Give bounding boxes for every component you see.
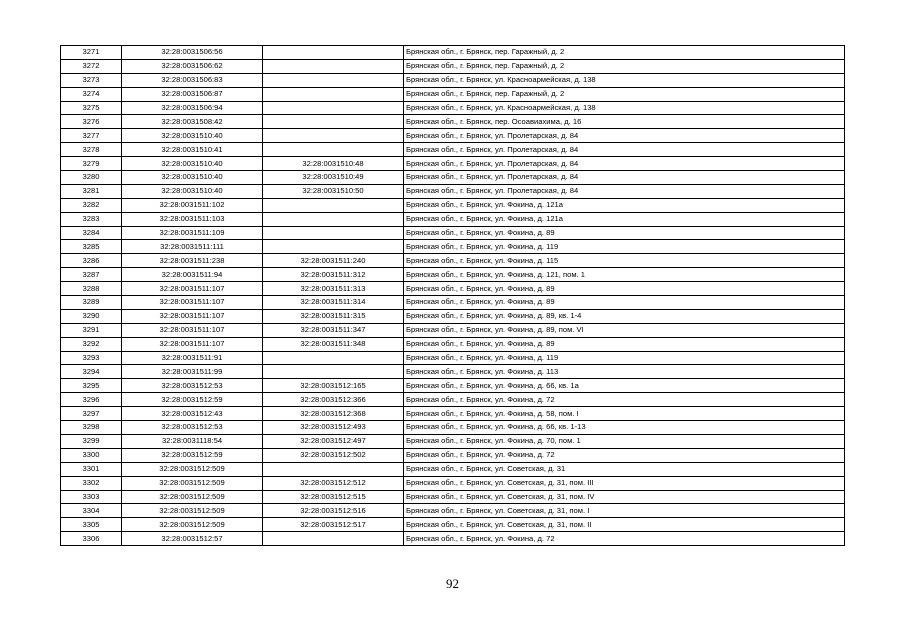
related-cadastral-number-cell bbox=[263, 143, 404, 157]
row-number-cell: 3273 bbox=[61, 73, 122, 87]
address-cell: Брянская обл., г. Брянск, ул. Пролетарская, д. 84 bbox=[404, 171, 845, 185]
cadastral-number-cell: 32:28:0031511:238 bbox=[122, 254, 263, 268]
table-row bbox=[61, 101, 845, 115]
cadastral-number-cell: 32:28:0031512:509 bbox=[122, 462, 263, 476]
table-row bbox=[61, 504, 845, 518]
related-cadastral-number-cell: 32:28:0031511:312 bbox=[263, 268, 404, 282]
cadastral-number-cell: 32:28:0031506:83 bbox=[122, 73, 263, 87]
row-number-cell: 3271 bbox=[61, 46, 122, 60]
table-row bbox=[61, 198, 845, 212]
table-row bbox=[61, 143, 845, 157]
address-cell: Брянская обл., г. Брянск, ул. Пролетарская, д. 84 bbox=[404, 143, 845, 157]
page-number: 92 bbox=[446, 576, 459, 591]
cadastral-number-cell: 32:28:0031510:40 bbox=[122, 157, 263, 171]
address-cell: Брянская обл., г. Брянск, ул. Фокина, д. 113 bbox=[404, 365, 845, 379]
address-cell: Брянская обл., г. Брянск, ул. Фокина, д. 58, пом. I bbox=[404, 407, 845, 421]
row-number-cell: 3294 bbox=[61, 365, 122, 379]
related-cadastral-number-cell: 32:28:0031512:516 bbox=[263, 504, 404, 518]
table-row bbox=[61, 323, 845, 337]
table-row bbox=[61, 351, 845, 365]
table-row bbox=[61, 421, 845, 435]
address-cell: Брянская обл., г. Брянск, ул. Советская, д. 31, пом. I bbox=[404, 504, 845, 518]
cadastral-number-cell: 32:28:0031511:107 bbox=[122, 296, 263, 310]
row-number-cell: 3282 bbox=[61, 198, 122, 212]
cadastral-number-cell: 32:28:0031508:42 bbox=[122, 115, 263, 129]
table-row bbox=[61, 254, 845, 268]
table-row bbox=[61, 462, 845, 476]
table-row bbox=[61, 212, 845, 226]
cadastral-number-cell: 32:28:0031512:53 bbox=[122, 421, 263, 435]
address-cell: Брянская обл., г. Брянск, ул. Советская, д. 31, пом. III bbox=[404, 476, 845, 490]
address-cell: Брянская обл., г. Брянск, ул. Фокина, д. 89 bbox=[404, 296, 845, 310]
row-number-cell: 3279 bbox=[61, 157, 122, 171]
row-number-cell: 3295 bbox=[61, 379, 122, 393]
related-cadastral-number-cell: 32:28:0031511:347 bbox=[263, 323, 404, 337]
table-row bbox=[61, 129, 845, 143]
related-cadastral-number-cell bbox=[263, 129, 404, 143]
related-cadastral-number-cell bbox=[263, 59, 404, 73]
table-row bbox=[61, 282, 845, 296]
cadastral-number-cell: 32:28:0031512:53 bbox=[122, 379, 263, 393]
cadastral-number-cell: 32:28:0031511:99 bbox=[122, 365, 263, 379]
related-cadastral-number-cell: 32:28:0031512:493 bbox=[263, 421, 404, 435]
related-cadastral-number-cell: 32:28:0031512:165 bbox=[263, 379, 404, 393]
related-cadastral-number-cell bbox=[263, 226, 404, 240]
row-number-cell: 3305 bbox=[61, 518, 122, 532]
row-number-cell: 3288 bbox=[61, 282, 122, 296]
address-cell: Брянская обл., г. Брянск, ул. Фокина, д. 89 bbox=[404, 337, 845, 351]
address-cell: Брянская обл., г. Брянск, ул. Фокина, д. 121а bbox=[404, 198, 845, 212]
row-number-cell: 3278 bbox=[61, 143, 122, 157]
table-row bbox=[61, 407, 845, 421]
cadastral-number-cell: 32:28:0031512:509 bbox=[122, 504, 263, 518]
related-cadastral-number-cell: 32:28:0031512:512 bbox=[263, 476, 404, 490]
cadastral-number-cell: 32:28:0031511:102 bbox=[122, 198, 263, 212]
table-row bbox=[61, 46, 845, 60]
cadastral-number-cell: 32:28:0031512:57 bbox=[122, 532, 263, 546]
row-number-cell: 3296 bbox=[61, 393, 122, 407]
table-row bbox=[61, 518, 845, 532]
table-row bbox=[61, 268, 845, 282]
row-number-cell: 3276 bbox=[61, 115, 122, 129]
cadastral-number-cell: 32:28:0031511:107 bbox=[122, 323, 263, 337]
cadastral-number-cell: 32:28:0031510:40 bbox=[122, 171, 263, 185]
address-cell: Брянская обл., г. Брянск, ул. Фокина, д. 89 bbox=[404, 282, 845, 296]
row-number-cell: 3290 bbox=[61, 309, 122, 323]
row-number-cell: 3283 bbox=[61, 212, 122, 226]
table-row bbox=[61, 434, 845, 448]
related-cadastral-number-cell bbox=[263, 198, 404, 212]
table-row bbox=[61, 490, 845, 504]
related-cadastral-number-cell: 32:28:0031510:48 bbox=[263, 157, 404, 171]
row-number-cell: 3274 bbox=[61, 87, 122, 101]
row-number-cell: 3303 bbox=[61, 490, 122, 504]
row-number-cell: 3280 bbox=[61, 171, 122, 185]
cadastral-number-cell: 32:28:0031511:107 bbox=[122, 282, 263, 296]
related-cadastral-number-cell bbox=[263, 101, 404, 115]
row-number-cell: 3299 bbox=[61, 434, 122, 448]
related-cadastral-number-cell bbox=[263, 115, 404, 129]
row-number-cell: 3286 bbox=[61, 254, 122, 268]
related-cadastral-number-cell bbox=[263, 87, 404, 101]
address-cell: Брянская обл., г. Брянск, ул. Фокина, д. 70, пом. 1 bbox=[404, 434, 845, 448]
row-number-cell: 3291 bbox=[61, 323, 122, 337]
table-row bbox=[61, 157, 845, 171]
table-row bbox=[61, 184, 845, 198]
table-row bbox=[61, 87, 845, 101]
table-row bbox=[61, 296, 845, 310]
address-cell: Брянская обл., г. Брянск, ул. Фокина, д. 119 bbox=[404, 240, 845, 254]
table-row bbox=[61, 337, 845, 351]
address-cell: Брянская обл., г. Брянск, ул. Советская, д. 31, пом. IV bbox=[404, 490, 845, 504]
cadastral-number-cell: 32:28:0031506:94 bbox=[122, 101, 263, 115]
row-number-cell: 3289 bbox=[61, 296, 122, 310]
cadastral-number-cell: 32:28:0031512:59 bbox=[122, 448, 263, 462]
address-cell: Брянская обл., г. Брянск, пер. Осоавиахима, д. 16 bbox=[404, 115, 845, 129]
cadastral-number-cell: 32:28:0031506:56 bbox=[122, 46, 263, 60]
related-cadastral-number-cell: 32:28:0031511:314 bbox=[263, 296, 404, 310]
address-cell: Брянская обл., г. Брянск, ул. Фокина, д. 72 bbox=[404, 393, 845, 407]
cadastral-number-cell: 32:28:0031512:509 bbox=[122, 490, 263, 504]
table-row bbox=[61, 115, 845, 129]
related-cadastral-number-cell: 32:28:0031512:517 bbox=[263, 518, 404, 532]
address-cell: Брянская обл., г. Брянск, ул. Пролетарская, д. 84 bbox=[404, 129, 845, 143]
cadastral-number-cell: 32:28:0031512:509 bbox=[122, 518, 263, 532]
related-cadastral-number-cell: 32:28:0031512:515 bbox=[263, 490, 404, 504]
row-number-cell: 3281 bbox=[61, 184, 122, 198]
related-cadastral-number-cell: 32:28:0031512:366 bbox=[263, 393, 404, 407]
address-cell: Брянская обл., г. Брянск, ул. Советская, д. 31, пом. II bbox=[404, 518, 845, 532]
cadastral-number-cell: 32:28:0031506:62 bbox=[122, 59, 263, 73]
related-cadastral-number-cell bbox=[263, 240, 404, 254]
cadastral-number-cell: 32:28:0031511:94 bbox=[122, 268, 263, 282]
cadastral-number-cell: 32:28:0031506:87 bbox=[122, 87, 263, 101]
address-cell: Брянская обл., г. Брянск, ул. Фокина, д. 115 bbox=[404, 254, 845, 268]
related-cadastral-number-cell bbox=[263, 351, 404, 365]
table-row bbox=[61, 240, 845, 254]
address-cell: Брянская обл., г. Брянск, ул. Фокина, д. 121а bbox=[404, 212, 845, 226]
address-cell: Брянская обл., г. Брянск, ул. Пролетарская, д. 84 bbox=[404, 184, 845, 198]
cadastral-number-cell: 32:28:0031118:54 bbox=[122, 434, 263, 448]
related-cadastral-number-cell: 32:28:0031512:497 bbox=[263, 434, 404, 448]
records-table-body bbox=[61, 46, 845, 546]
row-number-cell: 3284 bbox=[61, 226, 122, 240]
related-cadastral-number-cell: 32:28:0031510:50 bbox=[263, 184, 404, 198]
row-number-cell: 3301 bbox=[61, 462, 122, 476]
row-number-cell: 3272 bbox=[61, 59, 122, 73]
address-cell: Брянская обл., г. Брянск, ул. Фокина, д. 72 bbox=[404, 532, 845, 546]
address-cell: Брянская обл., г. Брянск, ул. Красноармейская, д. 138 bbox=[404, 101, 845, 115]
cadastral-number-cell: 32:28:0031511:103 bbox=[122, 212, 263, 226]
row-number-cell: 3287 bbox=[61, 268, 122, 282]
table-row bbox=[61, 532, 845, 546]
related-cadastral-number-cell bbox=[263, 46, 404, 60]
related-cadastral-number-cell: 32:28:0031511:348 bbox=[263, 337, 404, 351]
table-row bbox=[61, 73, 845, 87]
related-cadastral-number-cell: 32:28:0031511:313 bbox=[263, 282, 404, 296]
related-cadastral-number-cell: 32:28:0031512:368 bbox=[263, 407, 404, 421]
related-cadastral-number-cell: 32:28:0031511:240 bbox=[263, 254, 404, 268]
related-cadastral-number-cell: 32:28:0031510:49 bbox=[263, 171, 404, 185]
row-number-cell: 3292 bbox=[61, 337, 122, 351]
cadastral-number-cell: 32:28:0031511:111 bbox=[122, 240, 263, 254]
address-cell: Брянская обл., г. Брянск, ул. Фокина, д. 119 bbox=[404, 351, 845, 365]
address-cell: Брянская обл., г. Брянск, пер. Гаражный, д. 2 bbox=[404, 87, 845, 101]
row-number-cell: 3300 bbox=[61, 448, 122, 462]
row-number-cell: 3304 bbox=[61, 504, 122, 518]
related-cadastral-number-cell bbox=[263, 532, 404, 546]
related-cadastral-number-cell: 32:28:0031511:315 bbox=[263, 309, 404, 323]
address-cell: Брянская обл., г. Брянск, ул. Красноармейская, д. 138 bbox=[404, 73, 845, 87]
address-cell: Брянская обл., г. Брянск, ул. Фокина, д. 89, пом. VI bbox=[404, 323, 845, 337]
related-cadastral-number-cell bbox=[263, 462, 404, 476]
address-cell: Брянская обл., г. Брянск, ул. Советская, д. 31 bbox=[404, 462, 845, 476]
table-row bbox=[61, 309, 845, 323]
table-row bbox=[61, 365, 845, 379]
cadastral-number-cell: 32:28:0031511:109 bbox=[122, 226, 263, 240]
row-number-cell: 3293 bbox=[61, 351, 122, 365]
table-row bbox=[61, 393, 845, 407]
address-cell: Брянская обл., г. Брянск, пер. Гаражный, д. 2 bbox=[404, 59, 845, 73]
cadastral-number-cell: 32:28:0031512:43 bbox=[122, 407, 263, 421]
related-cadastral-number-cell: 32:28:0031512:502 bbox=[263, 448, 404, 462]
table-row bbox=[61, 59, 845, 73]
address-cell: Брянская обл., г. Брянск, ул. Фокина, д. 89, кв. 1-4 bbox=[404, 309, 845, 323]
row-number-cell: 3298 bbox=[61, 421, 122, 435]
table-row bbox=[61, 476, 845, 490]
cadastral-number-cell: 32:28:0031512:509 bbox=[122, 476, 263, 490]
related-cadastral-number-cell bbox=[263, 212, 404, 226]
row-number-cell: 3277 bbox=[61, 129, 122, 143]
table-row bbox=[61, 379, 845, 393]
row-number-cell: 3285 bbox=[61, 240, 122, 254]
row-number-cell: 3297 bbox=[61, 407, 122, 421]
related-cadastral-number-cell bbox=[263, 73, 404, 87]
address-cell: Брянская обл., г. Брянск, ул. Фокина, д. 121, пом. 1 bbox=[404, 268, 845, 282]
cadastral-number-cell: 32:28:0031511:107 bbox=[122, 309, 263, 323]
cadastral-number-cell: 32:28:0031511:91 bbox=[122, 351, 263, 365]
address-cell: Брянская обл., г. Брянск, ул. Пролетарская, д. 84 bbox=[404, 157, 845, 171]
address-cell: Брянская обл., г. Брянск, ул. Фокина, д. 66, кв. 1а bbox=[404, 379, 845, 393]
cadastral-number-cell: 32:28:0031510:40 bbox=[122, 184, 263, 198]
row-number-cell: 3275 bbox=[61, 101, 122, 115]
address-cell: Брянская обл., г. Брянск, ул. Фокина, д. 66, кв. 1-13 bbox=[404, 421, 845, 435]
address-cell: Брянская обл., г. Брянск, ул. Фокина, д. 72 bbox=[404, 448, 845, 462]
cadastral-number-cell: 32:28:0031511:107 bbox=[122, 337, 263, 351]
table-row bbox=[61, 171, 845, 185]
address-cell: Брянская обл., г. Брянск, пер. Гаражный, д. 2 bbox=[404, 46, 845, 60]
records-table bbox=[60, 45, 845, 546]
table-row bbox=[61, 226, 845, 240]
table-row bbox=[61, 448, 845, 462]
related-cadastral-number-cell bbox=[263, 365, 404, 379]
row-number-cell: 3306 bbox=[61, 532, 122, 546]
address-cell: Брянская обл., г. Брянск, ул. Фокина, д. 89 bbox=[404, 226, 845, 240]
cadastral-number-cell: 32:28:0031510:40 bbox=[122, 129, 263, 143]
row-number-cell: 3302 bbox=[61, 476, 122, 490]
cadastral-number-cell: 32:28:0031510:41 bbox=[122, 143, 263, 157]
cadastral-number-cell: 32:28:0031512:59 bbox=[122, 393, 263, 407]
